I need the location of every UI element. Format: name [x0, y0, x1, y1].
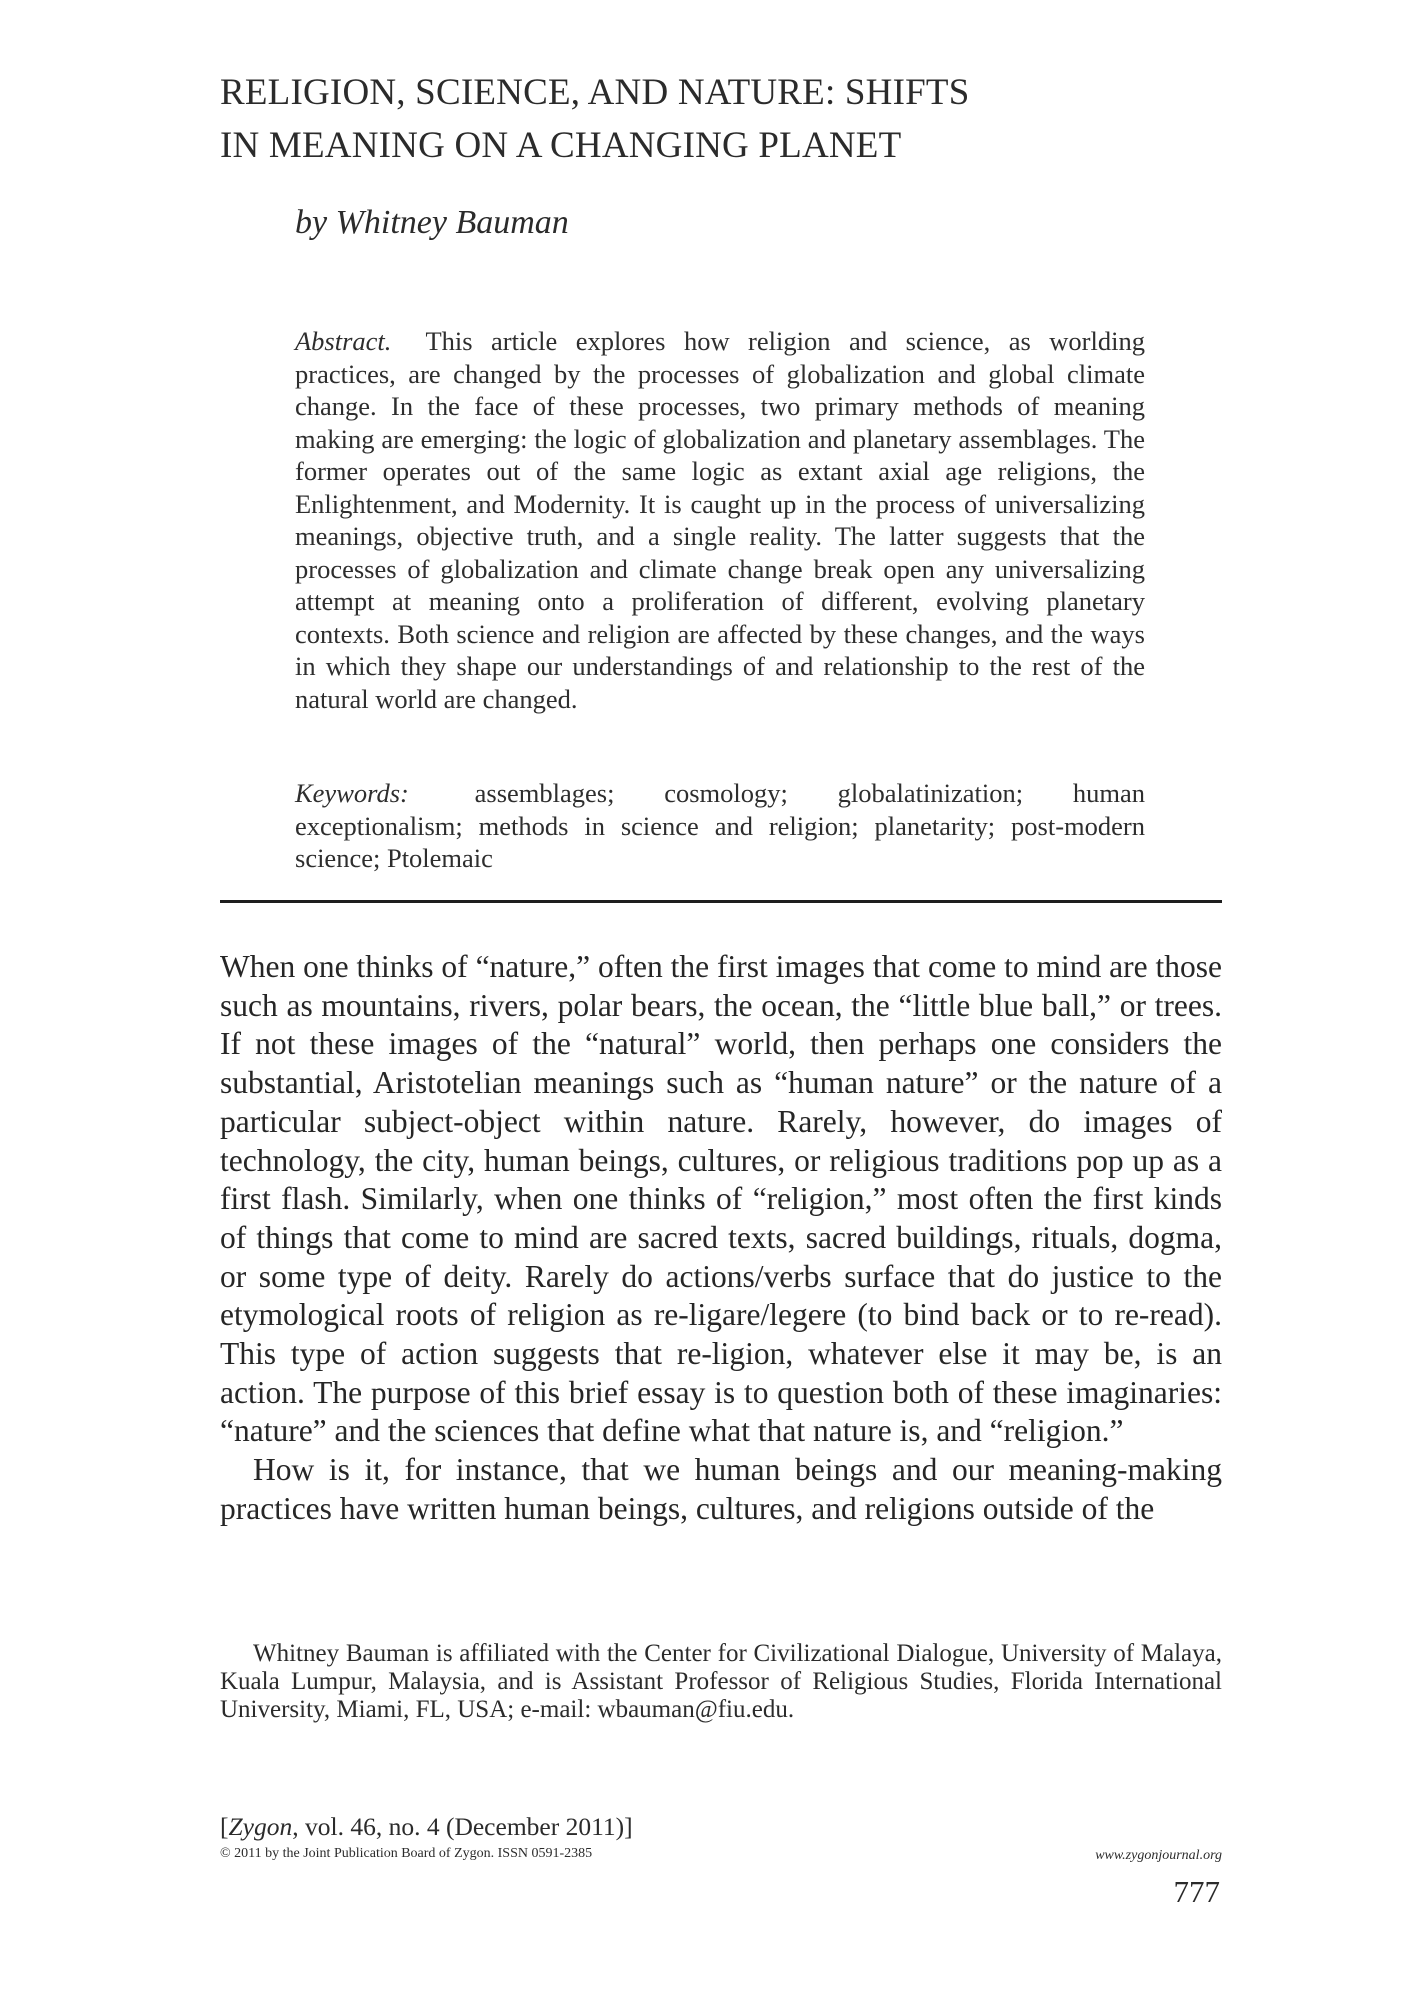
author-affiliation-text: Whitney Bauman is affiliated with the Center for Civilizational Dialogue, University of Malaya, Kuala Lumpur, Malaysia, and is Assistant Professor of Religious Studies, Florida International University, Miami, FL, USA; e-mail: wbauman@fiu.edu.: [220, 1640, 1222, 1723]
keywords-text: assemblages; cosmology; globalatinization; human exceptionalism; methods in science and religion; planetarity; post-modern science; Ptolemaic: [295, 778, 1146, 873]
article-title-line-2: IN MEANING ON A CHANGING PLANET: [220, 125, 902, 166]
abstract: [295, 325, 1145, 715]
journal-name: Zygon: [228, 1812, 293, 1841]
author-affiliation-footnote: [220, 1640, 1222, 1724]
citation-details: , vol. 46, no. 4 (December 2011)]: [292, 1812, 633, 1841]
keywords-label: Keywords:: [295, 778, 409, 808]
abstract-label: Abstract.: [295, 326, 392, 356]
citation-open-bracket: [: [220, 1812, 229, 1841]
abstract-text: This article explores how religion and science, as worlding practices, are changed by the processes of globalization and global climate change. In the face of these processes, two primary methods of meaning making are emerging: the logic of globalization and planetary assemblages. The former operates out of the same logic as extant axial age religions, the Enlightenment, and Modernity. It is caught up in the process of universalizing meanings, objective truth, and a single reality. The latter suggests that the processes of globalization and climate change break open any universalizing attempt at meaning onto a proliferation of different, evolving planetary contexts. Both science and religion are affected by these changes, and the ways in which they shape our understandings of and relationship to the rest of the natural world are changed.: [295, 326, 1145, 714]
page-number: 777: [1173, 1874, 1220, 1909]
copyright-notice: © 2011 by the Joint Publication Board of Zygon. ISSN 0591-2385: [220, 1846, 593, 1861]
article-body: [220, 948, 1222, 1529]
journal-citation: [220, 1812, 633, 1842]
article-title: [220, 66, 1220, 172]
keywords: [295, 777, 1145, 875]
section-divider: [220, 900, 1222, 903]
body-paragraph: How is it, for instance, that we human beings and our meaning-making practices have written human beings, cultures, and religions outside of the: [220, 1452, 1222, 1526]
journal-website: www.zygonjournal.org: [1095, 1848, 1222, 1863]
body-paragraph: When one thinks of “nature,” often the first images that come to mind are those such as mountains, rivers, polar bears, the ocean, the “little blue ball,” or trees. If not these images of the “natural” world, then perhaps one considers the substantial, Aristotelian meanings such as “human nature” or the nature of a particular subject-object within nature. Rarely, however, do images of technology, the city, human beings, cultures, or religious traditions pop up as a first flash. Similarly, when one thinks of “religion,” most often the first kinds of things that come to mind are sacred texts, sacred buildings, rituals, dogma, or some type of deity. Rarely do actions/verbs surface that do justice to the etymological roots of religion as re-ligare/legere (to bind back or to re-read). This type of action suggests that re-ligion, whatever else it may be, is an action. The purpose of this brief essay is to question both of these imaginaries: “nature” and the sciences that define what that nature is, and “religion.”: [220, 949, 1222, 1449]
article-title-line-1: RELIGION, SCIENCE, AND NATURE: SHIFTS: [220, 72, 970, 113]
author-byline: by Whitney Bauman: [295, 204, 569, 241]
